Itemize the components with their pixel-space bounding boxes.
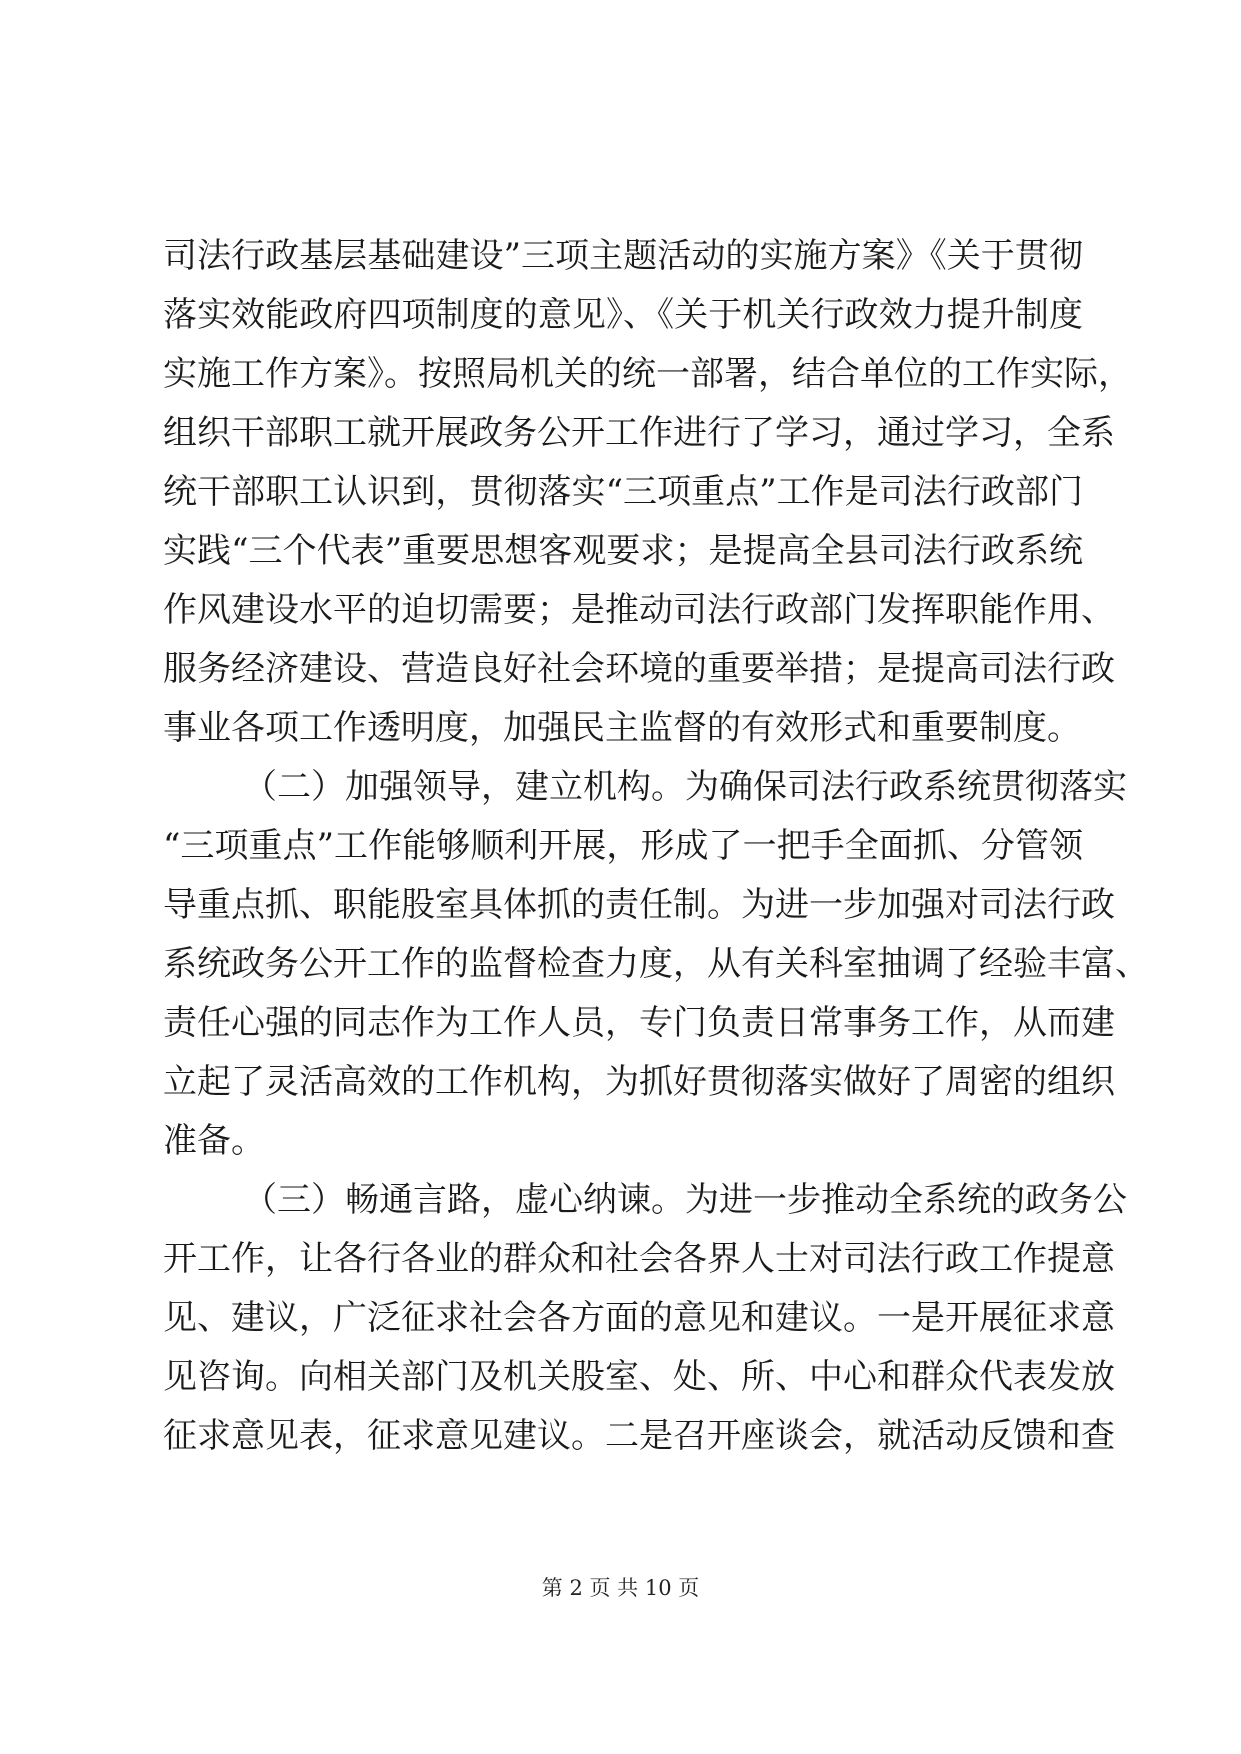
text-line: 系统政务公开工作的监督检查力度，从有关科室抽调了经验丰富、 xyxy=(163,944,1149,984)
text-line: 落实效能政府四项制度的意见》、《关于机关行政效力提升制度 xyxy=(163,295,1083,335)
text-line: 立起了灵活高效的工作机构，为抓好贯彻落实做好了周密的组织 xyxy=(163,1062,1115,1102)
text-line: （三）畅通言路，虚心纳谏。为进一步推动全系统的政务公 xyxy=(243,1180,1127,1220)
text-line: 见、建议，广泛征求社会各方面的意见和建议。一是开展征求意 xyxy=(163,1298,1115,1338)
text-line: 见咨询。向相关部门及机关股室、处、所、中心和群众代表发放 xyxy=(163,1357,1115,1397)
text-line: 组织干部职工就开展政务公开工作进行了学习，通过学习，全系 xyxy=(163,413,1115,453)
text-line: 责任心强的同志作为工作人员，专门负责日常事务工作，从而建 xyxy=(163,1003,1115,1043)
text-line: 服务经济建设、营造良好社会环境的重要举措；是提高司法行政 xyxy=(163,649,1115,689)
text-line: 准备。 xyxy=(163,1121,265,1161)
text-line: 导重点抓、职能股室具体抓的责任制。为进一步加强对司法行政 xyxy=(163,885,1115,925)
page-number-footer: 第 2 页 共 10 页 xyxy=(541,1576,700,1600)
text-line: 征求意见表，征求意见建议。二是召开座谈会，就活动反馈和查 xyxy=(163,1416,1115,1456)
text-line: “三项重点”工作能够顺利开展，形成了一把手全面抓、分管领 xyxy=(163,826,1083,866)
text-line: 实践“三个代表”重要思想客观要求；是提高全县司法行政系统 xyxy=(163,531,1083,571)
paragraph-2 xyxy=(163,758,1149,1171)
text-line: 开工作，让各行各业的群众和社会各界人士对司法行政工作提意 xyxy=(163,1239,1115,1279)
text-line: （二）加强领导，建立机构。为确保司法行政系统贯彻落实 xyxy=(243,767,1127,807)
text-line: 统干部职工认识到，贯彻落实“三项重点”工作是司法行政部门 xyxy=(163,472,1083,512)
text-line: 事业各项工作透明度，加强民主监督的有效形式和重要制度。 xyxy=(163,708,1081,748)
paragraph-3 xyxy=(163,1171,1127,1466)
text-line: 实施工作方案》。按照局机关的统一部署，结合单位的工作实际， xyxy=(163,354,1132,394)
paragraph-1 xyxy=(163,227,1132,758)
text-line: 司法行政基层基础建设”三项主题活动的实施方案》《关于贯彻 xyxy=(163,236,1083,276)
text-line: 作风建设水平的迫切需要；是推动司法行政部门发挥职能作用、 xyxy=(163,590,1115,630)
document-body xyxy=(163,227,1149,1466)
